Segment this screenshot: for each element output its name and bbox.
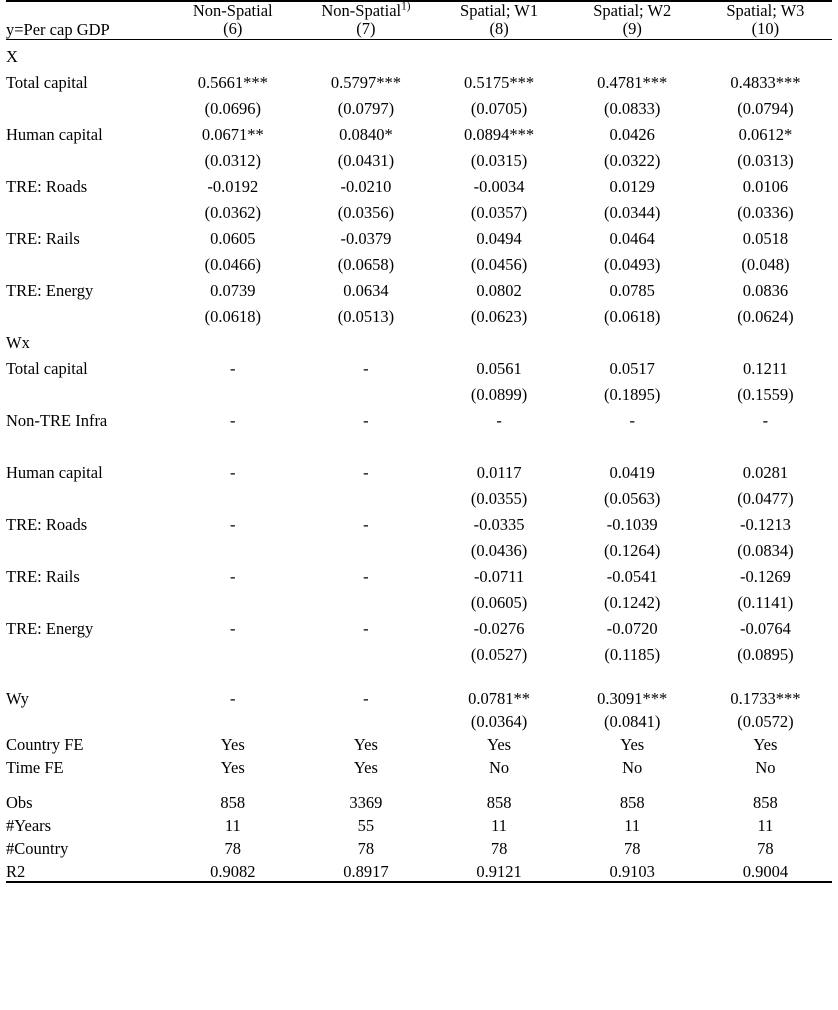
- fe-value: Yes: [487, 735, 512, 755]
- se-value: [166, 378, 299, 404]
- row-label-blank: [6, 534, 166, 560]
- se-value: [166, 708, 299, 731]
- coef-value: 0.0781**: [468, 689, 531, 709]
- se-value: (0.0357): [470, 203, 528, 223]
- spacer-cell: [699, 777, 832, 789]
- table-row: [6, 858, 832, 882]
- se-value: (0.048): [741, 255, 790, 275]
- row-label-blank: [6, 196, 166, 222]
- row-label: Total capital: [6, 359, 88, 379]
- coef-value: 0.0785: [609, 281, 655, 301]
- coef-value: 0.5175***: [464, 73, 535, 93]
- se-value: (0.0356): [337, 203, 395, 223]
- spacer-cell: [166, 777, 299, 789]
- se-value: (0.0364): [470, 712, 528, 732]
- spacer-cell: [566, 664, 699, 682]
- table-row: [6, 66, 832, 92]
- coef-value: -: [363, 689, 369, 709]
- coef-value: -0.1039: [606, 515, 658, 535]
- se-value: [299, 430, 432, 456]
- column-header-9-number: (9): [622, 19, 642, 39]
- se-value: [299, 482, 432, 508]
- se-value: (0.0466): [204, 255, 261, 275]
- regression-results-table: [6, 0, 832, 883]
- row-label: Obs: [6, 793, 33, 813]
- coef-value: 0.0117: [476, 463, 522, 483]
- se-value: (0.0572): [737, 712, 794, 732]
- se-value: (0.1895): [604, 385, 661, 405]
- section-heading-x: X: [6, 39, 166, 66]
- row-label: TRE: Rails: [6, 229, 80, 249]
- coef-value: 0.1733***: [730, 689, 801, 709]
- coef-value: -: [629, 411, 635, 431]
- row-label: Total capital: [6, 73, 88, 93]
- se-value: [299, 586, 432, 612]
- row-label-blank: [6, 92, 166, 118]
- se-value: (0.0605): [470, 593, 528, 613]
- spacer-cell: [166, 39, 299, 66]
- fe-value: Yes: [353, 735, 378, 755]
- coef-value: -0.0034: [473, 177, 525, 197]
- table-row: [6, 222, 832, 248]
- coef-value: 0.0840*: [339, 125, 393, 145]
- row-label-blank: [6, 378, 166, 404]
- se-value: (0.0705): [470, 99, 528, 119]
- table-row: [6, 708, 832, 731]
- coef-value: 0.0518: [742, 229, 789, 249]
- stat-value: 0.9103: [566, 858, 699, 882]
- row-label-blank: [6, 638, 166, 664]
- coef-value: -0.0192: [207, 177, 259, 197]
- coef-value: -: [230, 463, 236, 483]
- row-label: TRE: Roads: [6, 177, 88, 197]
- coef-value: 0.3091***: [597, 689, 668, 709]
- coef-value: 0.0494: [476, 229, 522, 249]
- coef-value: 0.0671**: [201, 125, 264, 145]
- row-label: Human capital: [6, 125, 103, 145]
- stat-value: 0.9082: [166, 858, 299, 882]
- fe-value: No: [488, 758, 510, 778]
- stat-value: 55: [357, 816, 375, 836]
- row-label: TRE: Rails: [6, 567, 80, 587]
- se-value: (0.0315): [470, 151, 528, 171]
- row-label: R2: [6, 858, 166, 882]
- row-label-blank: [6, 300, 166, 326]
- table-row: [6, 508, 832, 534]
- table-row: [6, 754, 832, 777]
- se-value: (0.0563): [604, 489, 661, 509]
- spacer-cell: [699, 664, 832, 682]
- se-value: (0.0493): [604, 255, 661, 275]
- table-row: [6, 682, 832, 708]
- spacer-cell: [699, 326, 832, 352]
- se-value: (0.0899): [470, 385, 528, 405]
- stat-value: 858: [619, 793, 645, 813]
- coef-value: 0.0426: [609, 125, 655, 145]
- footnote-marker-1: 1): [401, 0, 411, 13]
- section-heading-wx: Wx: [6, 333, 30, 353]
- row-label-blank: [6, 144, 166, 170]
- column-header-6-number: (6): [223, 19, 243, 39]
- se-value: [166, 534, 299, 560]
- row-label: TRE: Roads: [6, 515, 88, 535]
- se-value: (0.0794): [737, 99, 794, 119]
- table-row: [6, 812, 832, 835]
- table-row: [6, 248, 832, 274]
- coef-value: 0.0634: [343, 281, 389, 301]
- fe-value: No: [622, 758, 643, 778]
- stat-value: 858: [753, 793, 778, 813]
- se-value: (0.1559): [737, 385, 794, 405]
- se-value: (0.0513): [337, 307, 395, 327]
- coef-value: 0.5661***: [197, 73, 268, 93]
- coef-value: 0.4781***: [597, 73, 668, 93]
- spacer-cell: [299, 777, 432, 789]
- column-header-10: [699, 1, 832, 39]
- se-value: [166, 638, 299, 664]
- table-row: [6, 404, 832, 430]
- coef-value: -: [230, 359, 236, 379]
- table-row: [6, 560, 832, 586]
- table-row: [6, 144, 832, 170]
- se-value: (0.0313): [737, 151, 794, 171]
- fe-value: Yes: [620, 735, 645, 755]
- coef-value: 0.0802: [476, 281, 522, 301]
- spacer-cell: [699, 39, 832, 66]
- row-label: Human capital: [6, 463, 103, 483]
- column-header-9: [566, 1, 699, 39]
- coef-value: -0.0379: [340, 229, 392, 249]
- coef-value: 0.0281: [742, 463, 789, 483]
- spacer-cell: [433, 664, 566, 682]
- coef-value: -: [230, 515, 236, 535]
- se-value: (0.0696): [204, 99, 261, 119]
- spacer-cell: [6, 664, 166, 682]
- column-header-7-number: (7): [356, 19, 376, 39]
- stat-value: 11: [624, 816, 641, 836]
- coef-value: -: [230, 619, 236, 639]
- column-header-8-name: Spatial; W1: [460, 1, 539, 20]
- row-label: Time FE: [6, 758, 64, 778]
- row-label-blank: [6, 430, 166, 456]
- coef-value: -0.0541: [606, 567, 658, 587]
- section-heading-wx-row: [6, 326, 832, 352]
- coef-value: -: [496, 411, 502, 431]
- coef-value: 0.0464: [609, 229, 655, 249]
- table-row: [6, 789, 832, 812]
- se-value: (0.0477): [737, 489, 794, 509]
- row-label: Country FE: [6, 735, 84, 755]
- se-value: [299, 708, 432, 731]
- column-header-8: [433, 1, 566, 39]
- spacer-cell: [566, 39, 699, 66]
- column-header-7: [299, 1, 432, 39]
- coef-value: 0.1211: [743, 359, 788, 379]
- table-row: [6, 482, 832, 508]
- se-value: (0.0456): [470, 255, 528, 275]
- se-value: (0.0618): [604, 307, 661, 327]
- row-label-blank: [6, 248, 166, 274]
- table-row: [6, 638, 832, 664]
- se-value: [433, 430, 566, 456]
- se-value: (0.0834): [737, 541, 794, 561]
- table-header-row: [6, 1, 832, 39]
- stat-value: 78: [224, 839, 242, 859]
- se-value: (0.0797): [337, 99, 395, 119]
- spacer-row: [6, 664, 832, 682]
- stat-value: 0.9121: [433, 858, 566, 882]
- coef-value: -: [363, 463, 369, 483]
- se-value: (0.1141): [737, 593, 794, 613]
- fe-value: No: [755, 758, 776, 778]
- coef-value: 0.0836: [742, 281, 789, 301]
- column-header-6: [166, 1, 299, 39]
- table-row: [6, 352, 832, 378]
- table-row: [6, 430, 832, 456]
- row-label: #Years: [6, 816, 52, 836]
- se-value: [699, 430, 832, 456]
- coef-value: 0.4833***: [730, 73, 801, 93]
- spacer-cell: [166, 664, 299, 682]
- table-row: [6, 835, 832, 858]
- table-row: [6, 612, 832, 638]
- fe-value: Yes: [753, 735, 778, 755]
- column-header-10-number: (10): [751, 19, 780, 39]
- stat-value: 78: [357, 839, 375, 859]
- row-label: Wy: [6, 689, 29, 709]
- spacer-cell: [166, 326, 299, 352]
- column-header-7-name: Non-Spatial: [321, 1, 402, 20]
- table-row: [6, 300, 832, 326]
- table-row: [6, 456, 832, 482]
- se-value: (0.0344): [604, 203, 661, 223]
- se-value: (0.0618): [204, 307, 261, 327]
- stat-value: 858: [486, 793, 512, 813]
- stat-value: 3369: [349, 793, 383, 813]
- se-value: [299, 638, 432, 664]
- se-value: (0.0336): [737, 203, 794, 223]
- row-label-blank: [6, 482, 166, 508]
- spacer-cell: [433, 326, 566, 352]
- se-value: (0.0312): [204, 151, 261, 171]
- table-row: [6, 274, 832, 300]
- coef-value: 0.0894***: [464, 125, 535, 145]
- fe-value: Yes: [220, 758, 245, 778]
- se-value: (0.1264): [604, 541, 661, 561]
- se-value: [166, 586, 299, 612]
- spacer-cell: [299, 39, 432, 66]
- se-value: (0.0362): [204, 203, 261, 223]
- column-header-6-name: Non-Spatial: [192, 1, 273, 20]
- fe-value: Yes: [353, 758, 378, 778]
- coef-value: -: [363, 619, 369, 639]
- coef-value: -0.0210: [340, 177, 392, 197]
- column-header-10-name: Spatial; W3: [726, 1, 805, 20]
- stat-value: 11: [757, 816, 774, 836]
- row-label-blank: [6, 586, 166, 612]
- coef-value: 0.5797***: [330, 73, 401, 93]
- spacer-row: [6, 777, 832, 789]
- se-value: (0.0527): [470, 645, 528, 665]
- spacer-cell: [433, 777, 566, 789]
- stat-value: 858: [220, 793, 246, 813]
- se-value: (0.0431): [337, 151, 395, 171]
- spacer-cell: [433, 39, 566, 66]
- row-label: #Country: [6, 839, 69, 859]
- table-row: [6, 586, 832, 612]
- se-value: (0.0841): [604, 712, 661, 732]
- se-value: (0.0833): [604, 99, 661, 119]
- row-label: TRE: Energy: [6, 281, 94, 301]
- se-value: (0.0624): [737, 307, 794, 327]
- se-value: [166, 482, 299, 508]
- se-value: (0.0436): [470, 541, 528, 561]
- fe-value: Yes: [220, 735, 245, 755]
- coef-value: 0.0129: [609, 177, 655, 197]
- spacer-cell: [6, 777, 166, 789]
- coef-value: -: [363, 515, 369, 535]
- se-value: [566, 430, 699, 456]
- coef-value: 0.0739: [210, 281, 256, 301]
- section-heading-x-row: [6, 39, 832, 66]
- stat-value: 0.9004: [699, 858, 832, 882]
- row-label: Non-TRE Infra: [6, 411, 108, 431]
- coef-value: 0.0517: [609, 359, 655, 379]
- se-value: (0.0895): [737, 645, 794, 665]
- coef-value: -: [363, 359, 369, 379]
- coef-value: -: [762, 411, 769, 431]
- coef-value: -0.1213: [739, 515, 791, 535]
- coef-value: 0.0106: [742, 177, 789, 197]
- stat-value: 78: [623, 839, 641, 859]
- se-value: [299, 534, 432, 560]
- table-row: [6, 92, 832, 118]
- coef-value: -: [363, 567, 369, 587]
- coef-value: -0.0335: [473, 515, 525, 535]
- coef-value: -: [230, 689, 236, 709]
- se-value: [166, 430, 299, 456]
- table-row: [6, 378, 832, 404]
- coef-value: 0.0612*: [738, 125, 793, 145]
- stat-value: 0.8917: [299, 858, 432, 882]
- se-value: [299, 378, 432, 404]
- column-header-9-name: Spatial; W2: [593, 1, 672, 20]
- se-value: (0.0623): [470, 307, 528, 327]
- spacer-cell: [566, 777, 699, 789]
- table-row: [6, 534, 832, 560]
- spacer-cell: [299, 326, 432, 352]
- coef-value: -0.0720: [606, 619, 658, 639]
- coef-value: -0.0711: [473, 567, 525, 587]
- se-value: (0.0322): [604, 151, 661, 171]
- coef-value: 0.0561: [476, 359, 522, 379]
- coef-value: -: [363, 411, 369, 431]
- header-row-label: y=Per cap GDP: [6, 1, 166, 39]
- spacer-cell: [566, 326, 699, 352]
- stat-value: 11: [491, 816, 508, 836]
- row-label: TRE: Energy: [6, 619, 94, 639]
- table-row: [6, 118, 832, 144]
- stat-value: 78: [757, 839, 774, 859]
- se-value: (0.1242): [604, 593, 661, 613]
- se-value: (0.0658): [337, 255, 395, 275]
- coef-value: 0.0419: [609, 463, 655, 483]
- se-value: (0.1185): [604, 645, 661, 665]
- row-label-blank: [6, 708, 166, 731]
- table-row: [6, 731, 832, 754]
- coef-value: -0.0764: [739, 619, 791, 639]
- table-row: [6, 170, 832, 196]
- coef-value: -: [230, 411, 236, 431]
- stat-value: 78: [490, 839, 508, 859]
- stat-value: 11: [224, 816, 241, 836]
- table-row: [6, 196, 832, 222]
- coef-value: -0.1269: [739, 567, 791, 587]
- se-value: (0.0355): [470, 489, 528, 509]
- coef-value: -0.0276: [473, 619, 525, 639]
- column-header-8-number: (8): [489, 19, 509, 39]
- coef-value: 0.0605: [210, 229, 256, 249]
- coef-value: -: [230, 567, 236, 587]
- spacer-cell: [299, 664, 432, 682]
